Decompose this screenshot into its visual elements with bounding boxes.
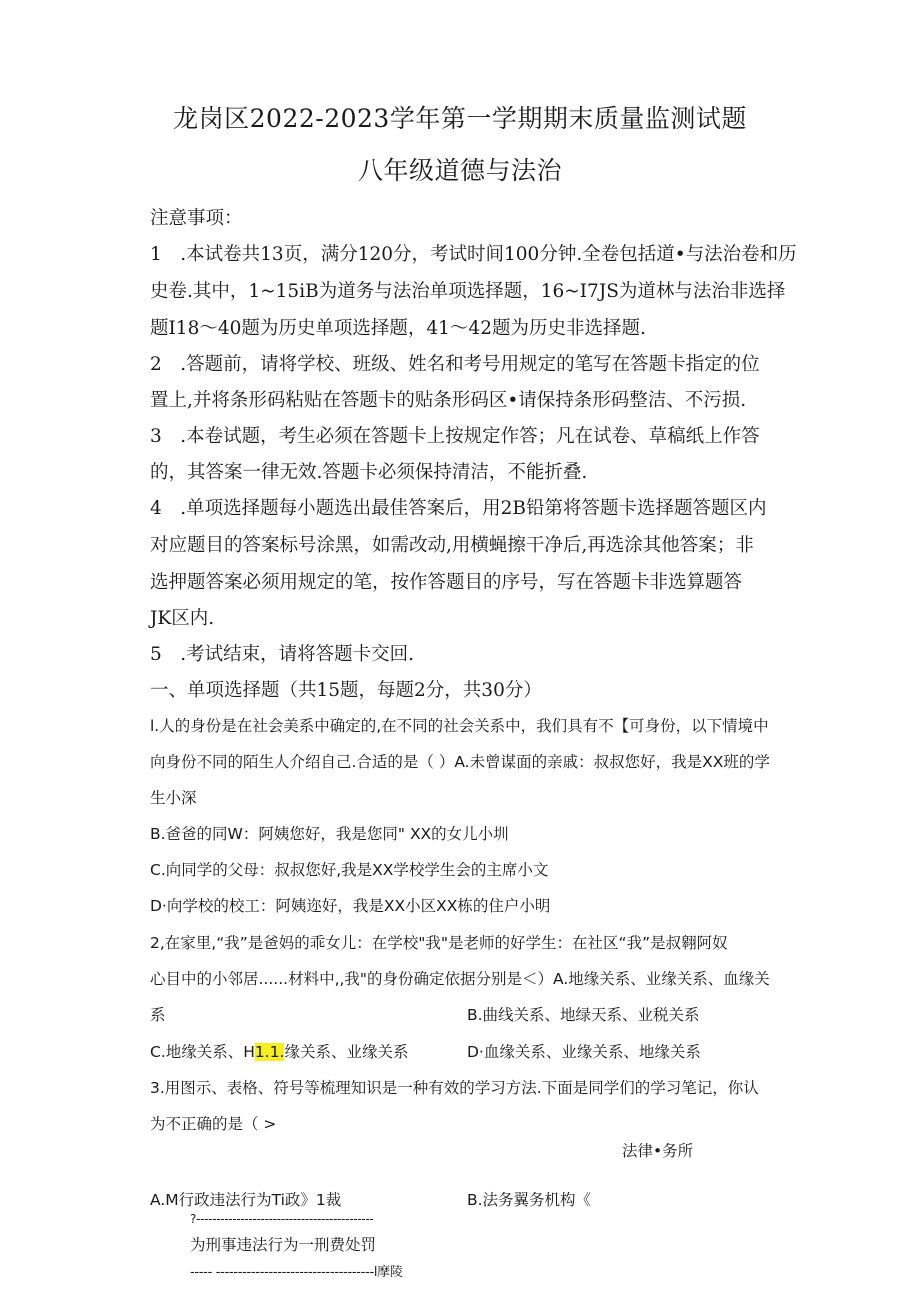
diagram-dash-line: ----- ------------------------------------l摩陵 xyxy=(190,1265,403,1280)
notice-line: 置上,并将条形码粘贴在答题卡的贴条形码区•请保持条形码整洁、不污损. xyxy=(150,390,747,411)
notice-line: 5 .考试结束，请将答题卡交回. xyxy=(150,644,415,665)
notice-line: 选押题答案必须用规定的笔，按作答题目的序号，写在答题卡非选算题答 xyxy=(150,572,743,593)
notice-line: 对应题目的答案标号涂黑，如需改动,用横蝇擦干净后,再选涂其他答案；非 xyxy=(150,535,754,556)
question-3-line: 为不正确的是（ > xyxy=(150,1115,277,1133)
question-1-line: 向身份不同的陌生人介绍自己.合适的是（ ）A.未曾谋面的亲戚：叔叔您好，我是XX班的学 xyxy=(150,753,770,771)
section-heading: 一、单项选择题（共15题，每题2分，共30分） xyxy=(150,680,542,701)
option-c-text-end: 缘关系、业缘关系 xyxy=(284,1043,409,1061)
question-2-line: 2,在家里,“我”是爸妈的乖女儿：在学校"我"是老师的好学生：在社区“我”是叔翱阿奴 xyxy=(150,934,728,952)
exam-title: 龙岗区2022-2023学年第一学期期末质量监测试题 xyxy=(173,104,747,133)
notice-line: 史卷.其中，1~15iB为道务与法治单项选择题，16~I7JS为道林与法治非选择 xyxy=(150,281,786,302)
question-1-line: 生小深 xyxy=(150,789,197,807)
notice-line: 1 .本试卷共13页，满分120分，考试时间100分钟.全卷包括道•与法治卷和历 xyxy=(150,244,797,265)
question-2-line: 系 xyxy=(150,1006,166,1024)
highlighted-text: 1.1. xyxy=(254,1043,285,1061)
question-2-option-b: B.曲线关系、地绿天系、业税关系 xyxy=(467,1006,700,1024)
question-1-option-c: C.向同学的父母：叔叔您好,我是XX学校学生会的主席小文 xyxy=(150,861,549,879)
notice-line: 的，其答案一律无效.答题卡必须保持清洁，不能折叠. xyxy=(150,462,588,483)
notice-line: 4 .单项选择题每小题选出最佳答案后，用2B铅第将答题卡选择题答题区内 xyxy=(150,498,767,519)
question-3-option-a: A.M行政违法行为Ti政》1裁 xyxy=(150,1191,342,1209)
question-1-option-b: B.爸爸的同W：阿姨您好，我是您同" XX的女儿小圳 xyxy=(150,825,509,843)
question-3-option-b: B.法务翼务机构《 xyxy=(467,1191,592,1209)
option-c-text-start: C.地缘关系、H xyxy=(150,1043,255,1061)
diagram-dash-line: ?-------------------------------------------- xyxy=(190,1212,374,1226)
question-2-line: 心目中的小邻居......材料中,,我"的身份确定依据分别是＜）A.地缘关系、业缘关系、血缘关 xyxy=(150,970,770,988)
subject-title: 八年级道德与法治 xyxy=(357,156,562,185)
question-1-line: l.人的身份是在社会美系中确定的,在不同的社会关系中，我们具有不【可身份，以下情境中 xyxy=(150,717,769,735)
diagram-middle-label: 为刑事违法行为一刑费处罚 xyxy=(190,1236,377,1254)
notice-line: 2 .答题前，请将学校、班级、姓名和考号用规定的笔写在答题卡指定的位 xyxy=(150,354,760,375)
diagram-label-top: 法律•务所 xyxy=(622,1142,694,1160)
question-3-line: 3.用图示、表格、符号等梳理知识是一种有效的学习方法.下面是同学们的学习笔记，你认 xyxy=(150,1079,759,1097)
notice-line: 题I18～40题为历史单项选择题，41～42题为历史非选择题. xyxy=(150,318,646,339)
question-2-option-c xyxy=(150,1040,409,1062)
question-1-option-d: D·向学校的校工：阿姨迩好，我是XX小区XX栋的住户小明 xyxy=(150,897,551,915)
notice-line: 3 .本卷试题，考生必须在答题卡上按规定作答；凡在试卷、草稿纸上作答 xyxy=(150,426,760,447)
question-2-option-d: D·血缘关系、业缘关系、地缘关系 xyxy=(467,1043,701,1061)
notice-line: JK区内. xyxy=(150,608,215,629)
notice-heading: 注意事项： xyxy=(150,208,243,229)
